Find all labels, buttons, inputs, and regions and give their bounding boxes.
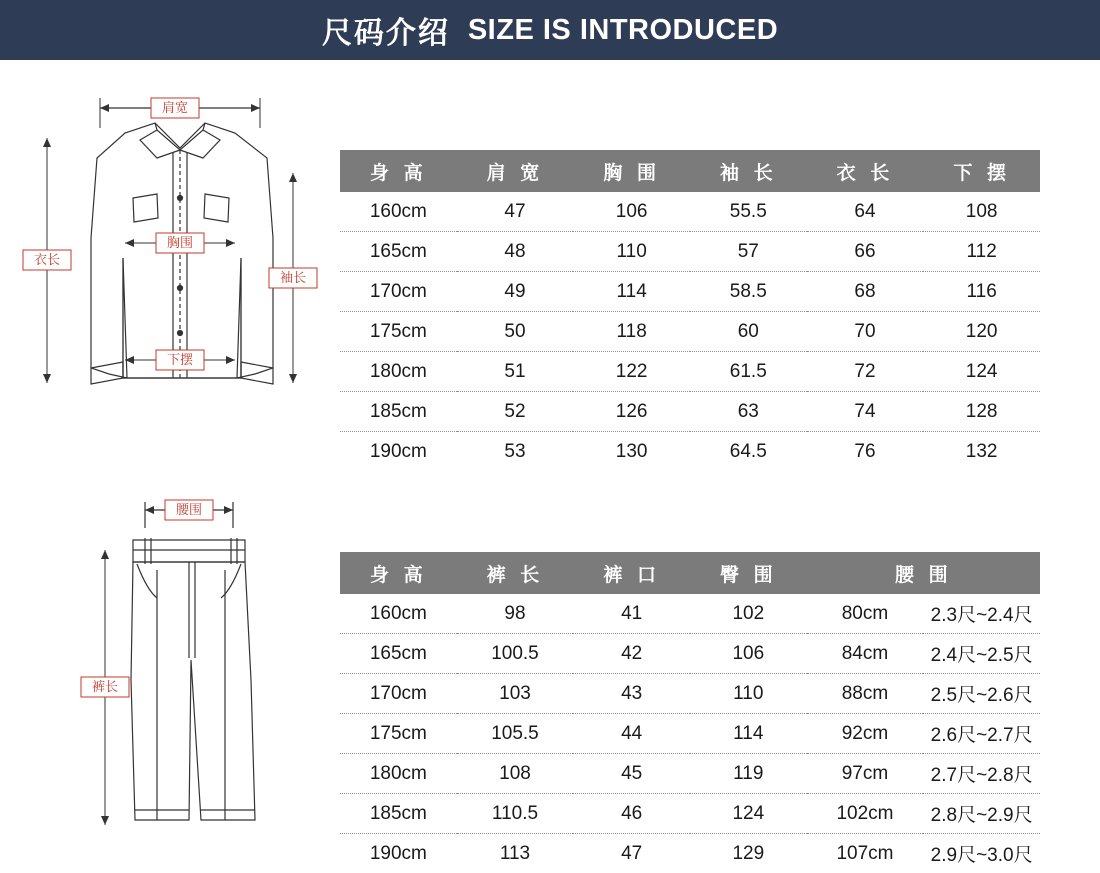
jacket-label-hem: 下摆 bbox=[167, 352, 193, 368]
cell-length: 66 bbox=[807, 232, 924, 272]
cell-chest: 122 bbox=[573, 352, 690, 392]
table-row bbox=[340, 834, 1040, 873]
cell-shoulder: 49 bbox=[457, 272, 574, 312]
cell-sleeve: 61.5 bbox=[690, 352, 807, 392]
cell-pant-opening: 42 bbox=[573, 634, 690, 674]
cell-waist-chi: 2.9尺~3.0尺 bbox=[923, 834, 1040, 873]
cell-length: 70 bbox=[807, 312, 924, 352]
table-row bbox=[340, 192, 1040, 232]
cell-sleeve: 64.5 bbox=[690, 432, 807, 472]
cell-hem: 116 bbox=[923, 272, 1040, 312]
cell-hem: 112 bbox=[923, 232, 1040, 272]
cell-hem: 120 bbox=[923, 312, 1040, 352]
cell-shoulder: 50 bbox=[457, 312, 574, 352]
cell-hip: 119 bbox=[690, 754, 807, 794]
cell-hip: 114 bbox=[690, 714, 807, 754]
cell-height: 175cm bbox=[340, 312, 457, 352]
cell-height: 180cm bbox=[340, 352, 457, 392]
cell-height: 190cm bbox=[340, 432, 457, 472]
cell-waist-chi: 2.5尺~2.6尺 bbox=[923, 674, 1040, 714]
cell-hem: 132 bbox=[923, 432, 1040, 472]
cell-hem: 108 bbox=[923, 192, 1040, 232]
cell-waist-cm: 80cm bbox=[807, 594, 924, 634]
cell-height: 170cm bbox=[340, 674, 457, 714]
jacket-diagram bbox=[5, 78, 335, 428]
col-header-pant-length: 裤 长 bbox=[457, 552, 574, 594]
page-header bbox=[0, 0, 1100, 60]
col-header-height: 身 高 bbox=[340, 552, 457, 594]
cell-hip: 106 bbox=[690, 634, 807, 674]
cell-hip: 129 bbox=[690, 834, 807, 873]
jacket-label-length: 衣长 bbox=[34, 253, 60, 268]
cell-height: 190cm bbox=[340, 834, 457, 873]
jacket-figure bbox=[0, 78, 340, 471]
cell-height: 165cm bbox=[340, 634, 457, 674]
cell-waist-cm: 92cm bbox=[807, 714, 924, 754]
cell-shoulder: 47 bbox=[457, 192, 574, 232]
table-row bbox=[340, 432, 1040, 472]
cell-waist-cm: 84cm bbox=[807, 634, 924, 674]
cell-chest: 114 bbox=[573, 272, 690, 312]
table-row bbox=[340, 312, 1040, 352]
cell-length: 74 bbox=[807, 392, 924, 432]
pants-size-table bbox=[340, 552, 1040, 873]
cell-hem: 124 bbox=[923, 352, 1040, 392]
table-row bbox=[340, 272, 1040, 312]
jacket-size-table bbox=[340, 150, 1040, 471]
jacket-table-wrap bbox=[340, 78, 1050, 471]
jacket-section bbox=[0, 78, 1100, 471]
col-header-shoulder: 肩 宽 bbox=[457, 150, 574, 192]
cell-height: 185cm bbox=[340, 392, 457, 432]
table-row bbox=[340, 634, 1040, 674]
cell-pant-opening: 47 bbox=[573, 834, 690, 873]
cell-pant-length: 108 bbox=[457, 754, 574, 794]
cell-hem: 128 bbox=[923, 392, 1040, 432]
col-header-sleeve: 袖 长 bbox=[690, 150, 807, 192]
pants-figure bbox=[0, 480, 340, 873]
cell-sleeve: 63 bbox=[690, 392, 807, 432]
jacket-label-chest: 胸围 bbox=[167, 236, 193, 251]
cell-pant-opening: 45 bbox=[573, 754, 690, 794]
content-area bbox=[0, 60, 1100, 837]
col-header-hip: 臀 围 bbox=[690, 552, 807, 594]
pants-section bbox=[0, 480, 1100, 873]
jacket-label-sleeve: 袖长 bbox=[280, 270, 306, 286]
cell-hip: 102 bbox=[690, 594, 807, 634]
jacket-label-shoulder: 肩宽 bbox=[162, 101, 188, 116]
col-header-length: 衣 长 bbox=[807, 150, 924, 192]
pants-diagram bbox=[5, 480, 335, 840]
table-header-row bbox=[340, 552, 1040, 594]
cell-shoulder: 52 bbox=[457, 392, 574, 432]
cell-hip: 110 bbox=[690, 674, 807, 714]
cell-pant-length: 113 bbox=[457, 834, 574, 873]
cell-shoulder: 51 bbox=[457, 352, 574, 392]
col-header-height: 身 高 bbox=[340, 150, 457, 192]
table-header-row bbox=[340, 150, 1040, 192]
cell-waist-cm: 88cm bbox=[807, 674, 924, 714]
cell-shoulder: 48 bbox=[457, 232, 574, 272]
cell-pant-length: 98 bbox=[457, 594, 574, 634]
table-row bbox=[340, 754, 1040, 794]
cell-length: 72 bbox=[807, 352, 924, 392]
jacket-table-body bbox=[340, 192, 1040, 471]
cell-height: 175cm bbox=[340, 714, 457, 754]
cell-chest: 118 bbox=[573, 312, 690, 352]
cell-height: 160cm bbox=[340, 594, 457, 634]
cell-shoulder: 53 bbox=[457, 432, 574, 472]
cell-sleeve: 60 bbox=[690, 312, 807, 352]
pants-table-wrap bbox=[340, 480, 1050, 873]
col-header-chest: 胸 围 bbox=[573, 150, 690, 192]
table-row bbox=[340, 392, 1040, 432]
pants-label-length: 裤长 bbox=[92, 680, 118, 695]
col-header-pant-opening: 裤 口 bbox=[573, 552, 690, 594]
cell-waist-chi: 2.3尺~2.4尺 bbox=[923, 594, 1040, 634]
table-row bbox=[340, 674, 1040, 714]
cell-height: 170cm bbox=[340, 272, 457, 312]
cell-pant-opening: 41 bbox=[573, 594, 690, 634]
col-header-waist: 腰 围 bbox=[807, 552, 1040, 594]
cell-chest: 106 bbox=[573, 192, 690, 232]
cell-pant-opening: 44 bbox=[573, 714, 690, 754]
cell-waist-chi: 2.8尺~2.9尺 bbox=[923, 794, 1040, 834]
cell-pant-length: 105.5 bbox=[457, 714, 574, 754]
jacket-table-head bbox=[340, 150, 1040, 192]
cell-waist-chi: 2.4尺~2.5尺 bbox=[923, 634, 1040, 674]
pants-table-head bbox=[340, 552, 1040, 594]
table-row bbox=[340, 714, 1040, 754]
cell-sleeve: 57 bbox=[690, 232, 807, 272]
cell-waist-cm: 107cm bbox=[807, 834, 924, 873]
col-header-hem: 下 摆 bbox=[923, 150, 1040, 192]
cell-height: 185cm bbox=[340, 794, 457, 834]
cell-chest: 110 bbox=[573, 232, 690, 272]
cell-waist-cm: 102cm bbox=[807, 794, 924, 834]
table-row bbox=[340, 794, 1040, 834]
page-title-cn: 尺码介绍 bbox=[322, 8, 450, 52]
cell-pant-length: 103 bbox=[457, 674, 574, 714]
table-row bbox=[340, 594, 1040, 634]
cell-chest: 130 bbox=[573, 432, 690, 472]
cell-height: 160cm bbox=[340, 192, 457, 232]
cell-pant-opening: 43 bbox=[573, 674, 690, 714]
cell-length: 68 bbox=[807, 272, 924, 312]
cell-waist-chi: 2.6尺~2.7尺 bbox=[923, 714, 1040, 754]
cell-waist-chi: 2.7尺~2.8尺 bbox=[923, 754, 1040, 794]
cell-chest: 126 bbox=[573, 392, 690, 432]
cell-waist-cm: 97cm bbox=[807, 754, 924, 794]
pants-label-waist: 腰围 bbox=[176, 503, 202, 518]
cell-pant-length: 100.5 bbox=[457, 634, 574, 674]
cell-sleeve: 55.5 bbox=[690, 192, 807, 232]
cell-sleeve: 58.5 bbox=[690, 272, 807, 312]
table-row bbox=[340, 352, 1040, 392]
cell-height: 165cm bbox=[340, 232, 457, 272]
pants-table-body bbox=[340, 594, 1040, 873]
cell-length: 64 bbox=[807, 192, 924, 232]
cell-hip: 124 bbox=[690, 794, 807, 834]
cell-length: 76 bbox=[807, 432, 924, 472]
page-title-en: SIZE IS INTRODUCED bbox=[468, 14, 778, 47]
cell-height: 180cm bbox=[340, 754, 457, 794]
cell-pant-opening: 46 bbox=[573, 794, 690, 834]
cell-pant-length: 110.5 bbox=[457, 794, 574, 834]
table-row bbox=[340, 232, 1040, 272]
